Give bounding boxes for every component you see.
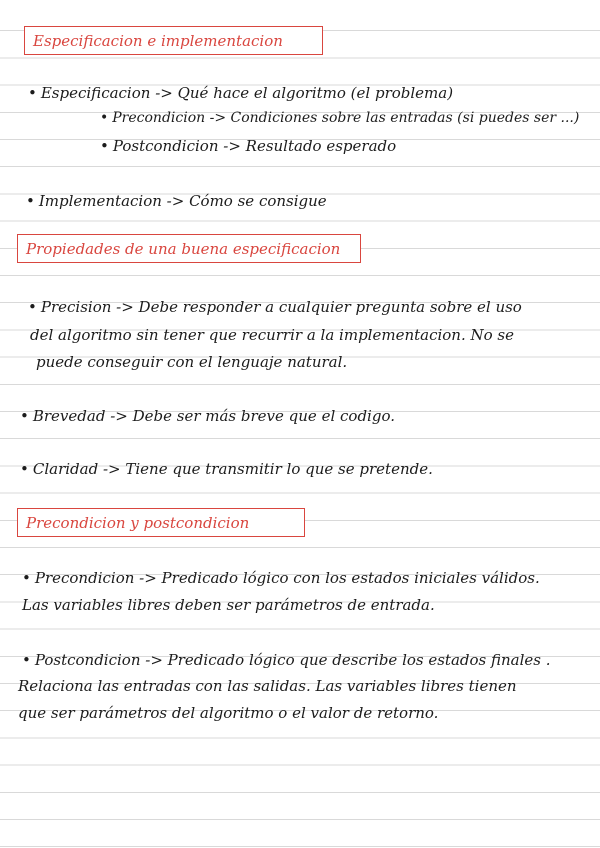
spec-precondicion-text: Precondicion -> Condiciones sobre las entradas (si puedes ser ...) — [112, 110, 580, 126]
spec-implementacion-text: Implementacion -> Cómo se consigue — [38, 192, 327, 210]
prop-claridad-text: Claridad -> Tiene que transmitir lo que se pretende. — [32, 460, 433, 478]
bullet: • — [20, 407, 29, 425]
bullet: • — [100, 137, 109, 155]
bullet: • — [28, 298, 37, 316]
bullet: • — [22, 651, 31, 669]
prop-precision-text: Precision -> Debe responder a cualquier pregunta sobre el uso — [40, 298, 522, 316]
postcondicion-text: Postcondicion -> Predicado lógico que describe los estados finales . — [34, 651, 551, 669]
precondicion-text: Precondicion -> Predicado lógico con los estados iniciales válidos. — [34, 569, 540, 587]
bullet: • — [100, 110, 109, 126]
spec-line-especificacion — [28, 84, 453, 102]
bullet: • — [20, 460, 29, 478]
spec-especificacion-text: Especificacion -> Qué hace el algoritmo (el problema) — [40, 84, 454, 102]
spec-postcondicion-text: Postcondicion -> Resultado esperado — [112, 137, 397, 155]
prop-precision-line-1 — [28, 298, 522, 316]
prop-claridad-line — [20, 460, 433, 478]
heading-propiedades: Propiedades de una buena especificacion — [17, 234, 361, 263]
prop-brevedad-line — [20, 407, 395, 425]
bullet: • — [22, 569, 31, 587]
prop-brevedad-text: Brevedad -> Debe ser más breve que el codigo. — [32, 407, 395, 425]
prop-precision-line-2: del algoritmo sin tener que recurrir a la implementacion. No se — [30, 326, 515, 344]
spec-line-postcondicion — [100, 137, 396, 155]
spec-line-precondicion — [100, 110, 579, 126]
heading-especificacion: Especificacion e implementacion — [24, 26, 323, 55]
prop-precision-line-3: puede conseguir con el lenguaje natural. — [36, 353, 348, 371]
postcondicion-line-2: Relaciona las entradas con las salidas. Las variables libres tienen — [18, 677, 517, 695]
spec-line-implementacion — [26, 192, 327, 210]
bullet: • — [26, 192, 35, 210]
precondicion-line-2: Las variables libres deben ser parámetros de entrada. — [22, 596, 435, 614]
heading-precondicion-postcondicion: Precondicion y postcondicion — [17, 508, 305, 537]
postcondicion-line-1 — [22, 651, 551, 669]
bullet: • — [28, 84, 37, 102]
precondicion-line-1 — [22, 569, 540, 587]
postcondicion-line-3: que ser parámetros del algoritmo o el valor de retorno. — [18, 704, 439, 722]
